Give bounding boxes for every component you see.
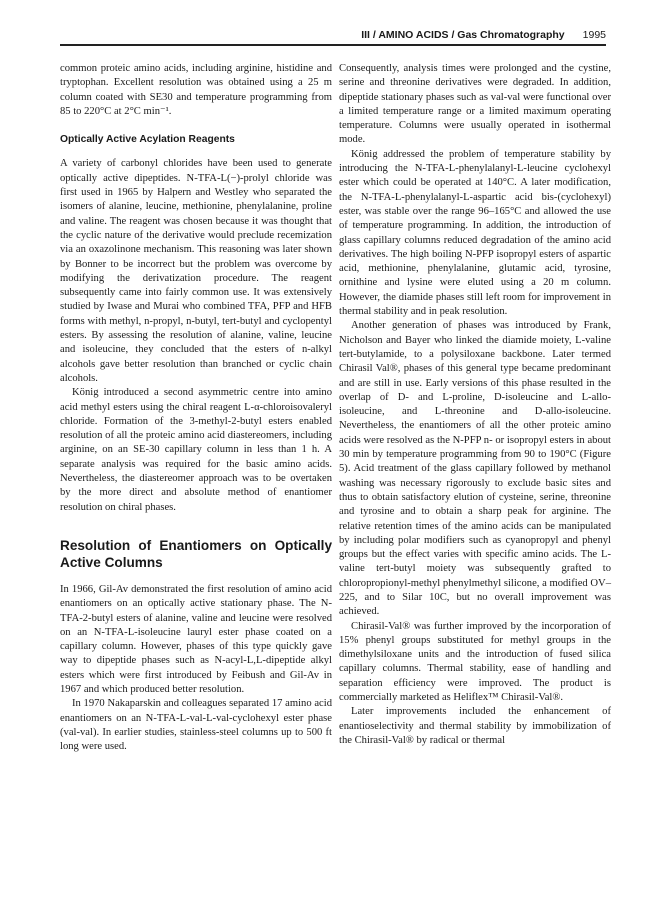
running-header (60, 24, 606, 46)
paragraph: Consequently, analysis times were prolonged and the cystine, serine and threonine derivatives were degraded. In addition, dipeptide stationary phases such as val-val were functional over a limited temperature range or a limited maximum operating temperature. Columns were usually operated in isothermal mode. (339, 63, 611, 146)
paragraph: Later improvements included the enhancement of enantioselectivity and thermal stability by immobilization of the Chirasil-Val® by radical or thermal (339, 706, 611, 746)
running-title: III / AMINO ACIDS / Gas Chromatography (361, 29, 565, 41)
paragraph: Another generation of phases was introduced by Frank, Nicholson and Bayer who linked the diamide moiety, L-valine tert-butylamide, to a polysiloxane backbone. Later termed Chirasil Val®, phases of this general type became predominant and are still in use. Early versions of this phase resulted in the overlap of D- and L-proline, D-isoleucine and L-allo-isoleucine, and L-threonine and D-allo-isoleucine. Nevertheless, the enantiomers of all the other proteic amino acids were resolved as the N-PFP n- or isopropyl esters in about 30 min by temperature programming from 90 to 190°C (Figure 5). Acid treatment of the glass capillary followed by methanol washing was necessary rigorously to exclude basic sites and thus to obtain satisfactory elution of cysteine, serine, threonine and tyrosine and to obtain a sharp peak for arginine. The relative retention times of the amino acids can be manipulated by including polar modifiers such as cyanopropyl and phenyl groups but the effect varies with specific amino acids. The L-valine tert-butyl moiety was subsequently grafted to chloropropionyl-methyl phenylmethyl silicone, a modified OV–225, and to Silar 10C, but no overall improvement was achieved. (339, 320, 611, 618)
paragraph: A variety of carbonyl chlorides have been used to generate optically active dipeptides. N-TFA-L(−)-prolyl chloride was first used in 1965 by Halpern and Westley who separated the isomers of alanine, leucine, methionine, phenylalanine, proline and valine. The reagent was chosen because it was thought that the cyclic nature of the derivative would preclude recemization via an oxazolinone mechanism. This reasoning was later shown by Bonner to be incorrect but the problem was overcome by modifying the derivatization procedure. The reagent subsequently came into fairly common use. It was extensively studied by Iwase and Murai who combined TFA, PFP and HFB forms with methyl, n-propyl, n-butyl, tert-butyl and cyclopentyl esters. By assessing the resolution of alanine, valine, leucine and isoleucine, they concluded that the esters of n-alkyl alcohols gave better resolution than branched or cyclic chain alcohols. (60, 158, 332, 384)
left-column (60, 62, 332, 754)
subheading: Optically Active Acylation Reagents (60, 134, 235, 146)
paragraph: In 1966, Gil-Av demonstrated the first resolution of amino acid enantiomers on an optically active stationary phase. The N-TFA-2-butyl esters of alanine, valine and leucine were resolved on an N-TFA-L-isoleucine lauryl ester phase coated on a capillary column. However, phases of this type quickly gave way to dipeptide phases such as N-acyl-L,L-dipeptide alkyl esters which were first introduced by Feibush and Gil-Av in 1967 and which produced better resolution. (60, 583, 332, 695)
paragraph: König addressed the problem of temperature stability by introducing the N-TFA-L-phenylalanyl-L-leucine cyclohexyl ester which could be operated at 140°C. A later modification, the N-TFA-L-phenylalanyl-L-aspartic acid bis-(cyclohexyl) ester, was stable over the range 96–165°C and allowed the use of temperature programming. In addition, the introduction of glass capillary columns reduced degradation of the amino acid derivatives. The high boiling N-PFP isopropyl esters of aspartic acid, methionine, phenylalanine, glutamic acid, tyrosine, ornithine and lysine were eluted using a 20 m column. However, the diamide phases still left room for improvement in thermal stability and in peak resolution. (339, 148, 611, 318)
paragraph: Chirasil-Val® was further improved by the incorporation of 15% phenyl groups substituted for methyl groups in the dimethylsiloxane units and the introduction of fused silica capillary columns. Thermal stability, ease of handling and separation efficiency were improved. The product is commercially marketed as Heliflex™ Chirasil-Val®. (339, 620, 611, 704)
section-heading: Resolution of Enantiomers on Optically Active Columns (60, 537, 332, 570)
paragraph: common proteic amino acids, including arginine, histidine and tryptophan. Excellent resolution was obtained using a 25 m column coated with SE30 and temperature programming from 85 to 220°C at 2°C min⁻¹. (60, 63, 332, 117)
right-column (339, 62, 611, 748)
paragraph: König introduced a second asymmetric centre into amino acid methyl esters using the chiral reagent L-α-chloroisovaleryl chloride. Formation of the 3-methyl-2-butyl esters enabled resolution of all the proteic amino acid diastereomers, including arginine, on an SE-30 capillary column in less than 1 h. A separate analysis was required for the basic amino acids. Nevertheless, the diastereomer approach was to be overtaken by the more direct and absolute method of enantiomer resolution on chiral phases. (60, 387, 332, 513)
paragraph: In 1970 Nakaparskin and colleagues separated 17 amino acid enantiomers on an N-TFA-L-val-L-val-cyclohexyl ester phase (val-val). In earlier studies, stainless-steel columns up to 500 ft long were used. (60, 698, 332, 753)
page-number: 1995 (582, 29, 606, 41)
